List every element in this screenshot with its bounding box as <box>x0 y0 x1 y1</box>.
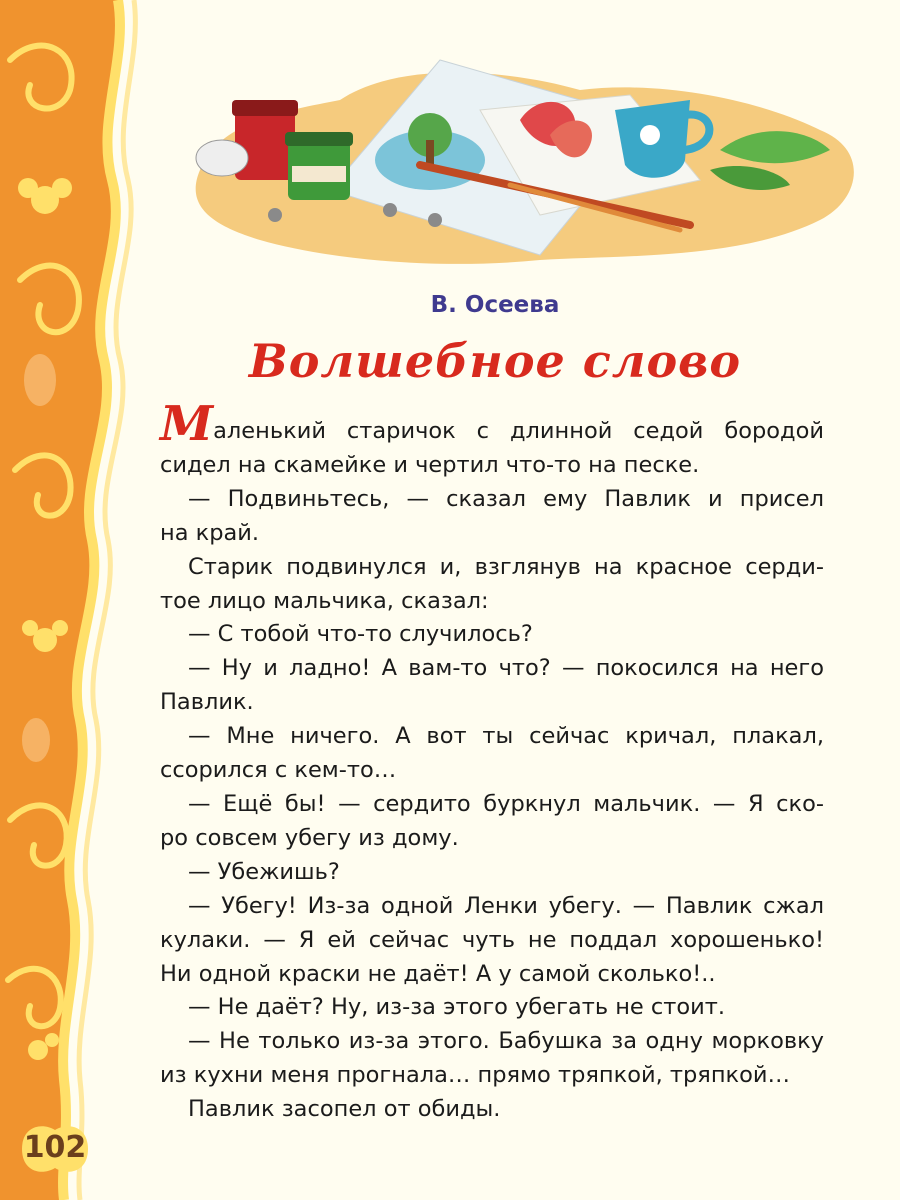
text-line: из кухни меня прогнала… прямо тряпкой, тряпкой… <box>160 1062 791 1089</box>
drop-cap: М <box>160 396 214 452</box>
text-line: на край. <box>160 519 260 546</box>
text-line-content: аленький старичок с длинной седой бородой <box>213 418 824 444</box>
text-line: Старик подвинулся и, взглянув на красное серди- <box>188 553 824 580</box>
text-line: — Подвиньтесь, — сказал ему Павлик и присел <box>188 485 824 512</box>
page-number: 102 <box>23 1130 87 1165</box>
text-line: Ни одной краски не даёт! А у самой сколько!.. <box>160 960 716 987</box>
text-line: — Убегу! Из-за одной Ленки убегу. — Павлик сжал <box>188 892 824 919</box>
text-line: ро совсем убегу из дому. <box>160 824 459 851</box>
text-line: — Ну и ладно! А вам-то что? — покосился на него <box>188 655 824 682</box>
text-line: Павлик. <box>160 689 254 716</box>
story-title: Волшебное слово <box>248 334 742 388</box>
author-name: В. Осеева <box>430 292 560 318</box>
text-line: сидел на скамейке и чертил что-то на песке. <box>160 451 700 478</box>
text-line: — Убежишь? <box>188 858 340 885</box>
floral-border <box>0 0 150 1200</box>
story-text <box>160 396 824 1127</box>
text-line: — С тобой что-то случилось? <box>188 621 533 648</box>
text-line: — Мне ничего. А вот ты сейчас кричал, плакал, <box>188 723 824 750</box>
text-line: — Не только из-за этого. Бабушка за одну морковку <box>188 1028 824 1055</box>
paints-illustration <box>180 40 870 275</box>
text-line <box>160 396 824 452</box>
text-line: ссорился с кем-то… <box>160 757 397 784</box>
text-line: тое лицо мальчика, сказал: <box>160 587 489 614</box>
text-line: — Не даёт? Ну, из-за этого убегать не стоит. <box>188 994 726 1021</box>
text-line: Павлик засопел от обиды. <box>188 1096 501 1123</box>
text-line: — Ещё бы! — сердито буркнул мальчик. — Я ско- <box>188 790 824 817</box>
text-line: кулаки. — Я ей сейчас чуть не поддал хорошенько! <box>160 926 824 953</box>
